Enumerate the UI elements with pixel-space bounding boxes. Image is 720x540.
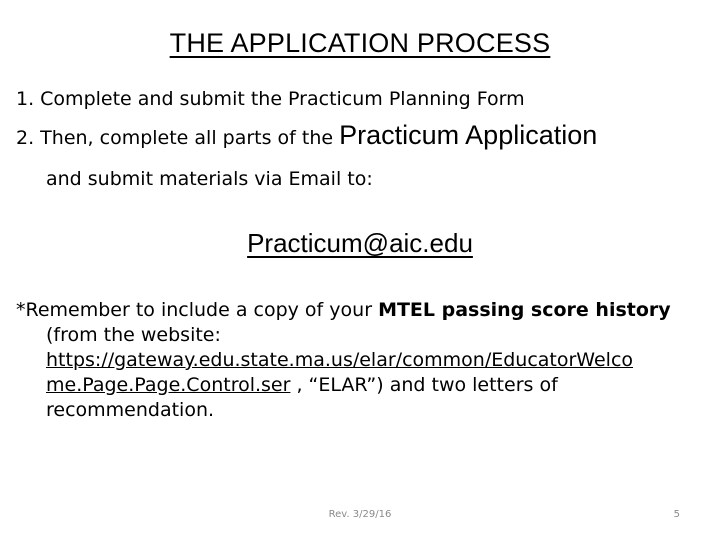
elar-link-line-1-wrap (16, 348, 696, 373)
revision-date: Rev. 3/29/16 (328, 509, 392, 520)
email-address[interactable]: Practicum@aic.edu (247, 228, 473, 258)
remember-line-1 (16, 299, 671, 321)
slide-title: THE APPLICATION PROCESS (169, 28, 551, 58)
step-1-text: 1. Complete and submit the Practicum Planning Form (16, 88, 525, 110)
remember-after-link: , “ELAR”) and two letters of (290, 374, 558, 396)
elar-link-line-2-wrap (16, 373, 696, 398)
page-number: 5 (673, 509, 680, 520)
remember-prefix: *Remember to include a copy of your (16, 299, 379, 321)
step-2-text (16, 120, 597, 151)
elar-link-line-2[interactable]: me.Page.Page.Control.ser (46, 374, 291, 396)
elar-link-line-1[interactable]: https://gateway.edu.state.ma.us/elar/common/EducatorWelco (46, 349, 634, 371)
remember-note (16, 298, 696, 423)
practicum-application-emphasis: Practicum Application (339, 120, 598, 150)
remember-end: recommendation. (46, 399, 215, 421)
step-2-continuation: and submit materials via Email to: (46, 168, 373, 190)
mtel-score-history: MTEL passing score history (378, 299, 671, 321)
step-2-prefix: 2. Then, complete all parts of the (16, 127, 340, 149)
remember-paren: (from the website: (46, 324, 221, 346)
